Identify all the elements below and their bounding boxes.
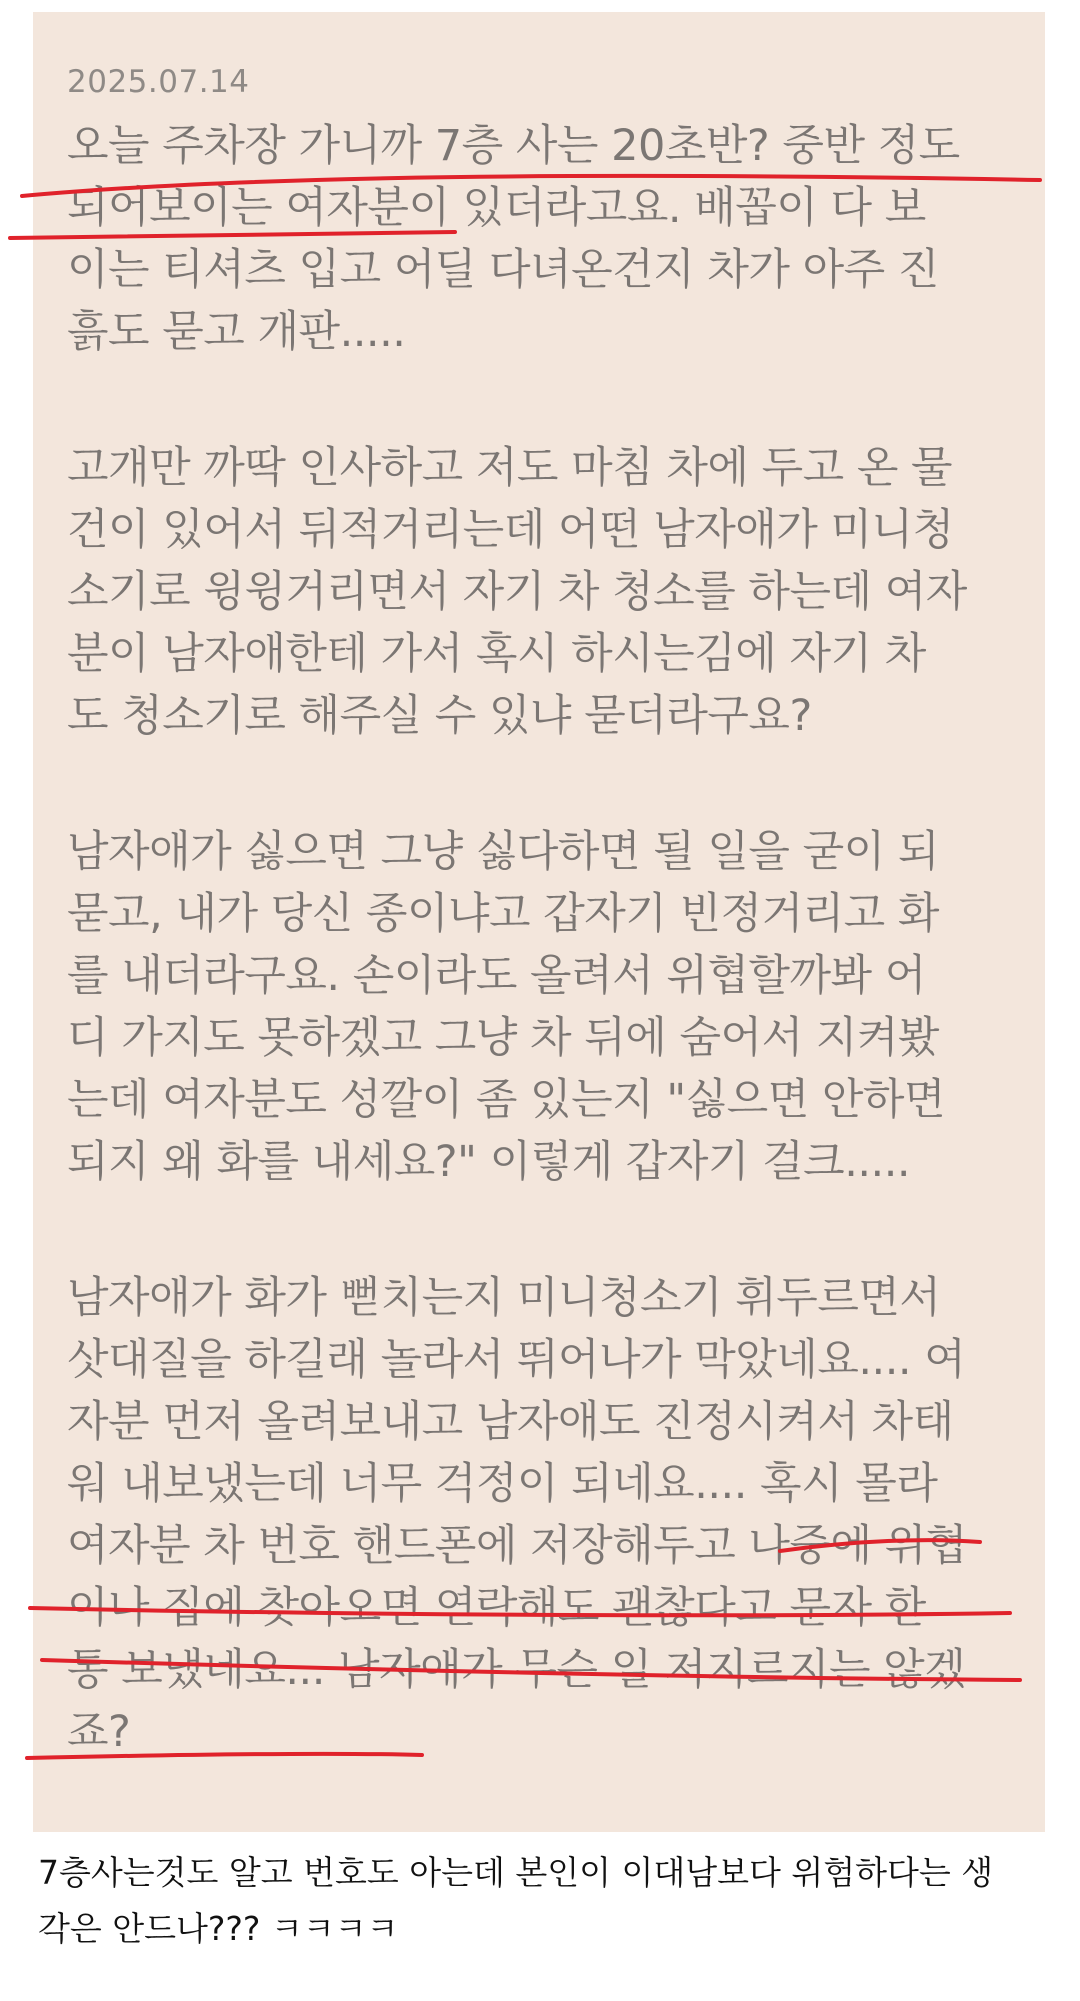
note-line: 통 보냈네요... 남자애가 무슨 일 저지르지는 않겠	[67, 1645, 966, 1695]
note-line: 묻고, 내가 당신 종이냐고 갑자기 빈정거리고 화	[67, 889, 939, 939]
note-line: 를 내더라구요. 손이라도 올려서 위협할까봐 어	[67, 951, 926, 1001]
note-line: 남자애가 싫으면 그냥 싫다하면 될 일을 굳이 되	[67, 827, 939, 877]
note-line: 건이 있어서 뒤적거리는데 어떤 남자애가 미니청	[67, 505, 954, 555]
note-line: 고개만 까딱 인사하고 저도 마침 차에 두고 온 물	[67, 443, 953, 493]
note-line: 되어보이는 여자분이 있더라고요. 배꼽이 다 보	[67, 183, 926, 233]
note-line: 되지 왜 화를 내세요?" 이렇게 갑자기 걸크.....	[67, 1137, 911, 1187]
note-line: 흙도 묻고 개판.....	[67, 307, 406, 357]
note-line: 오늘 주차장 가니까 7층 사는 20초반? 중반 정도	[67, 121, 960, 171]
note-line: 디 가지도 못하겠고 그냥 차 뒤에 숨어서 지켜봤	[67, 1013, 939, 1063]
note-line: 이는 티셔츠 입고 어딜 다녀온건지 차가 아주 진	[67, 245, 939, 295]
note-line: 여자분 차 번호 핸드폰에 저장해두고 나중에 위협	[67, 1521, 967, 1571]
note-line: 는데 여자분도 성깔이 좀 있는지 "싫으면 안하면	[67, 1075, 946, 1125]
caption-line: 각은 안드나??? ㅋㅋㅋㅋ	[38, 1909, 399, 1948]
note-line: 분이 남자애한테 가서 혹시 하시는김에 자기 차	[67, 629, 926, 679]
note-date: 2025.07.14	[67, 64, 250, 100]
note-line: 워 내보냈는데 너무 걱정이 되네요.... 혹시 몰라	[67, 1459, 938, 1509]
note-line: 도 청소기로 해주실 수 있냐 묻더라구요?	[67, 691, 812, 741]
note-line: 삿대질을 하길래 놀라서 뛰어나가 막았네요.... 여	[67, 1335, 966, 1385]
note-line: 이나 집에 찾아오면 연락해도 괜찮다고 문자 한	[67, 1583, 926, 1633]
note-line: 소기로 윙윙거리면서 자기 차 청소를 하는데 여자	[67, 567, 967, 617]
note-line: 자분 먼저 올려보내고 남자애도 진정시켜서 차태	[67, 1397, 954, 1447]
note-line: 남자애가 화가 뻗치는지 미니청소기 휘두르면서	[67, 1273, 941, 1323]
note-line: 죠?	[67, 1707, 131, 1757]
caption-line: 7층사는것도 알고 번호도 아는데 본인이 이대남보다 위험하다는 생	[38, 1853, 994, 1892]
